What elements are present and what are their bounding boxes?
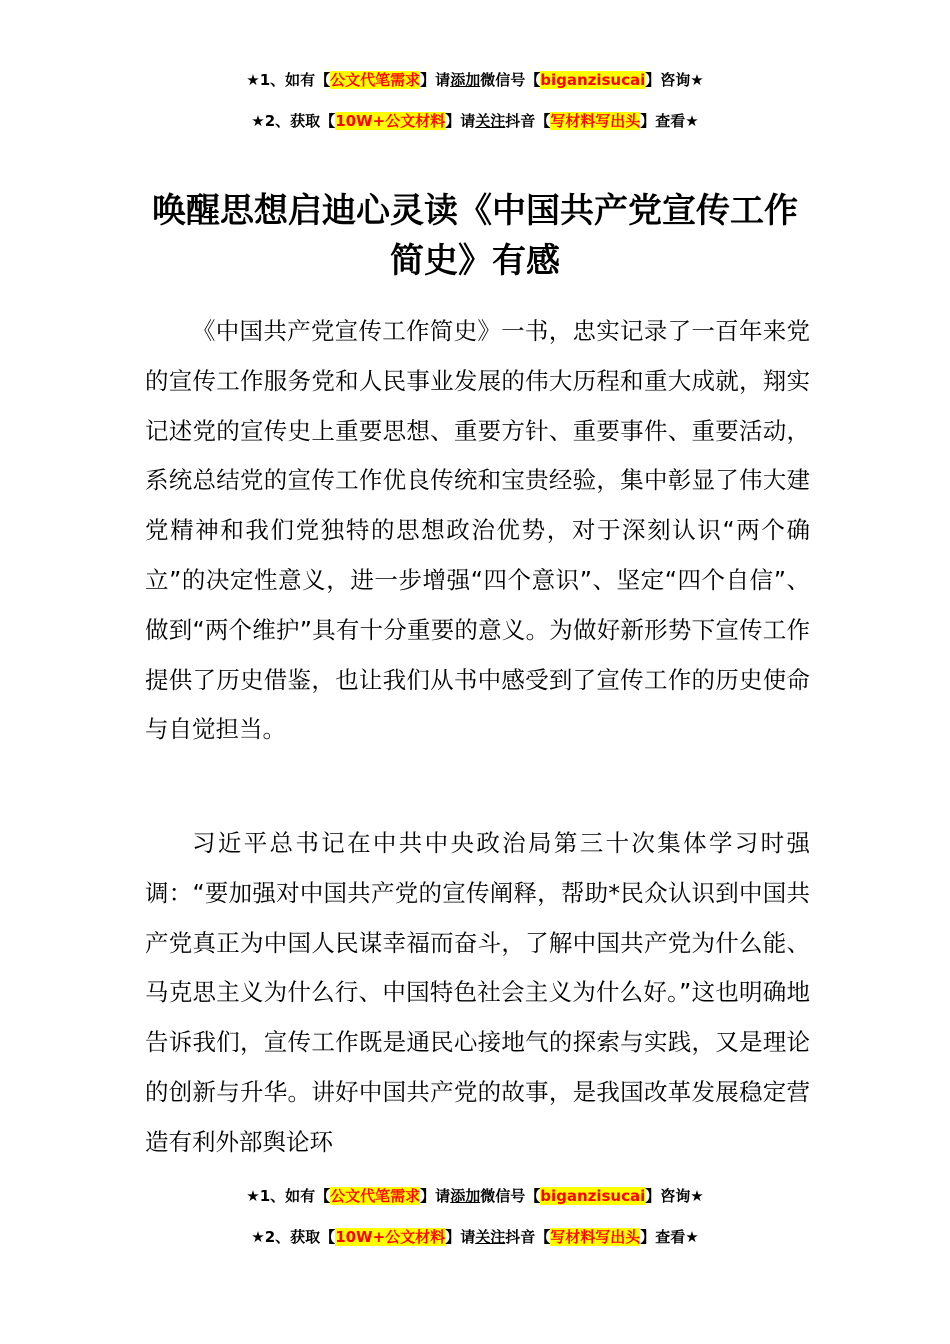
banner-text: 】请	[445, 112, 476, 130]
banner-text: 抖音【	[505, 1228, 551, 1246]
banner-prefix: ★2、获取【	[251, 112, 336, 130]
body-paragraph-2: 习近平总书记在中共中央政治局第三十次集体学习时强调：“要加强对中国共产党的宣传阐释，帮助*民众认识到中国共产党真正为中国人民谋幸福而奋斗，了解中国共产党为什么能、马克思主义为什么行、中国特色社会主义为什么好。”这也明确地告诉我们，宣传工作既是通民心接地气的探索与实践，又是理论的创新与升华。讲好中国共产党的故事，是我国改革发展稳定营造有利外部舆论环	[145, 829, 810, 1156]
banner-suffix: 】咨询★	[645, 71, 704, 89]
banner-underline-text: 关注	[475, 112, 506, 130]
banner-suffix: 】查看★	[640, 112, 699, 130]
promo-banner-line-1-top	[0, 69, 950, 91]
banner-highlight-douyin-id: 写材料写出头	[550, 1228, 641, 1246]
banner-highlight-service: 公文代笔需求	[330, 71, 421, 89]
banner-prefix: ★2、获取【	[251, 1228, 336, 1246]
banner-text: 】请	[420, 71, 451, 89]
banner-text: 抖音【	[505, 112, 551, 130]
banner-text: 微信号【	[480, 71, 541, 89]
banner-underline-text: 添加	[450, 1187, 481, 1205]
document-title: 唤醒思想启迪心灵读《中国共产党宣传工作简史》有感	[152, 191, 798, 281]
banner-highlight-materials: 10W+公文材料	[335, 112, 446, 130]
promo-banner-line-2-bottom	[0, 1226, 950, 1248]
banner-highlight-wechat-id: biganzisucai	[540, 71, 646, 89]
banner-suffix: 】查看★	[640, 1228, 699, 1246]
banner-highlight-service: 公文代笔需求	[330, 1187, 421, 1205]
body-paragraph-1: 《中国共产党宣传工作简史》一书，忠实记录了一百年来党的宣传工作服务党和人民事业发展的伟大历程和重大成就，翔实记述党的宣传史上重要思想、重要方针、重要事件、重要活动，系统总结党的宣传工作优良传统和宝贵经验，集中彰显了伟大建党精神和我们党独特的思想政治优势，对于深刻认识“两个确立”的决定性意义，进一步增强“四个意识”、坚定“四个自信”、做到“两个维护”具有十分重要的意义。为做好新形势下宣传工作提供了历史借鉴，也让我们从书中感受到了宣传工作的历史使命与自觉担当。	[145, 317, 810, 744]
banner-underline-text: 关注	[475, 1228, 506, 1246]
banner-text: 】请	[445, 1228, 476, 1246]
promo-banner-line-1-bottom	[0, 1185, 950, 1207]
banner-text: 微信号【	[480, 1187, 541, 1205]
banner-underline-text: 添加	[450, 71, 481, 89]
banner-suffix: 】咨询★	[645, 1187, 704, 1205]
banner-prefix: ★1、如有【	[246, 1187, 331, 1205]
banner-highlight-douyin-id: 写材料写出头	[550, 112, 641, 130]
promo-banner-line-2-top	[0, 110, 950, 132]
banner-text: 】请	[420, 1187, 451, 1205]
banner-highlight-materials: 10W+公文材料	[335, 1228, 446, 1246]
banner-highlight-wechat-id: biganzisucai	[540, 1187, 646, 1205]
banner-prefix: ★1、如有【	[246, 71, 331, 89]
